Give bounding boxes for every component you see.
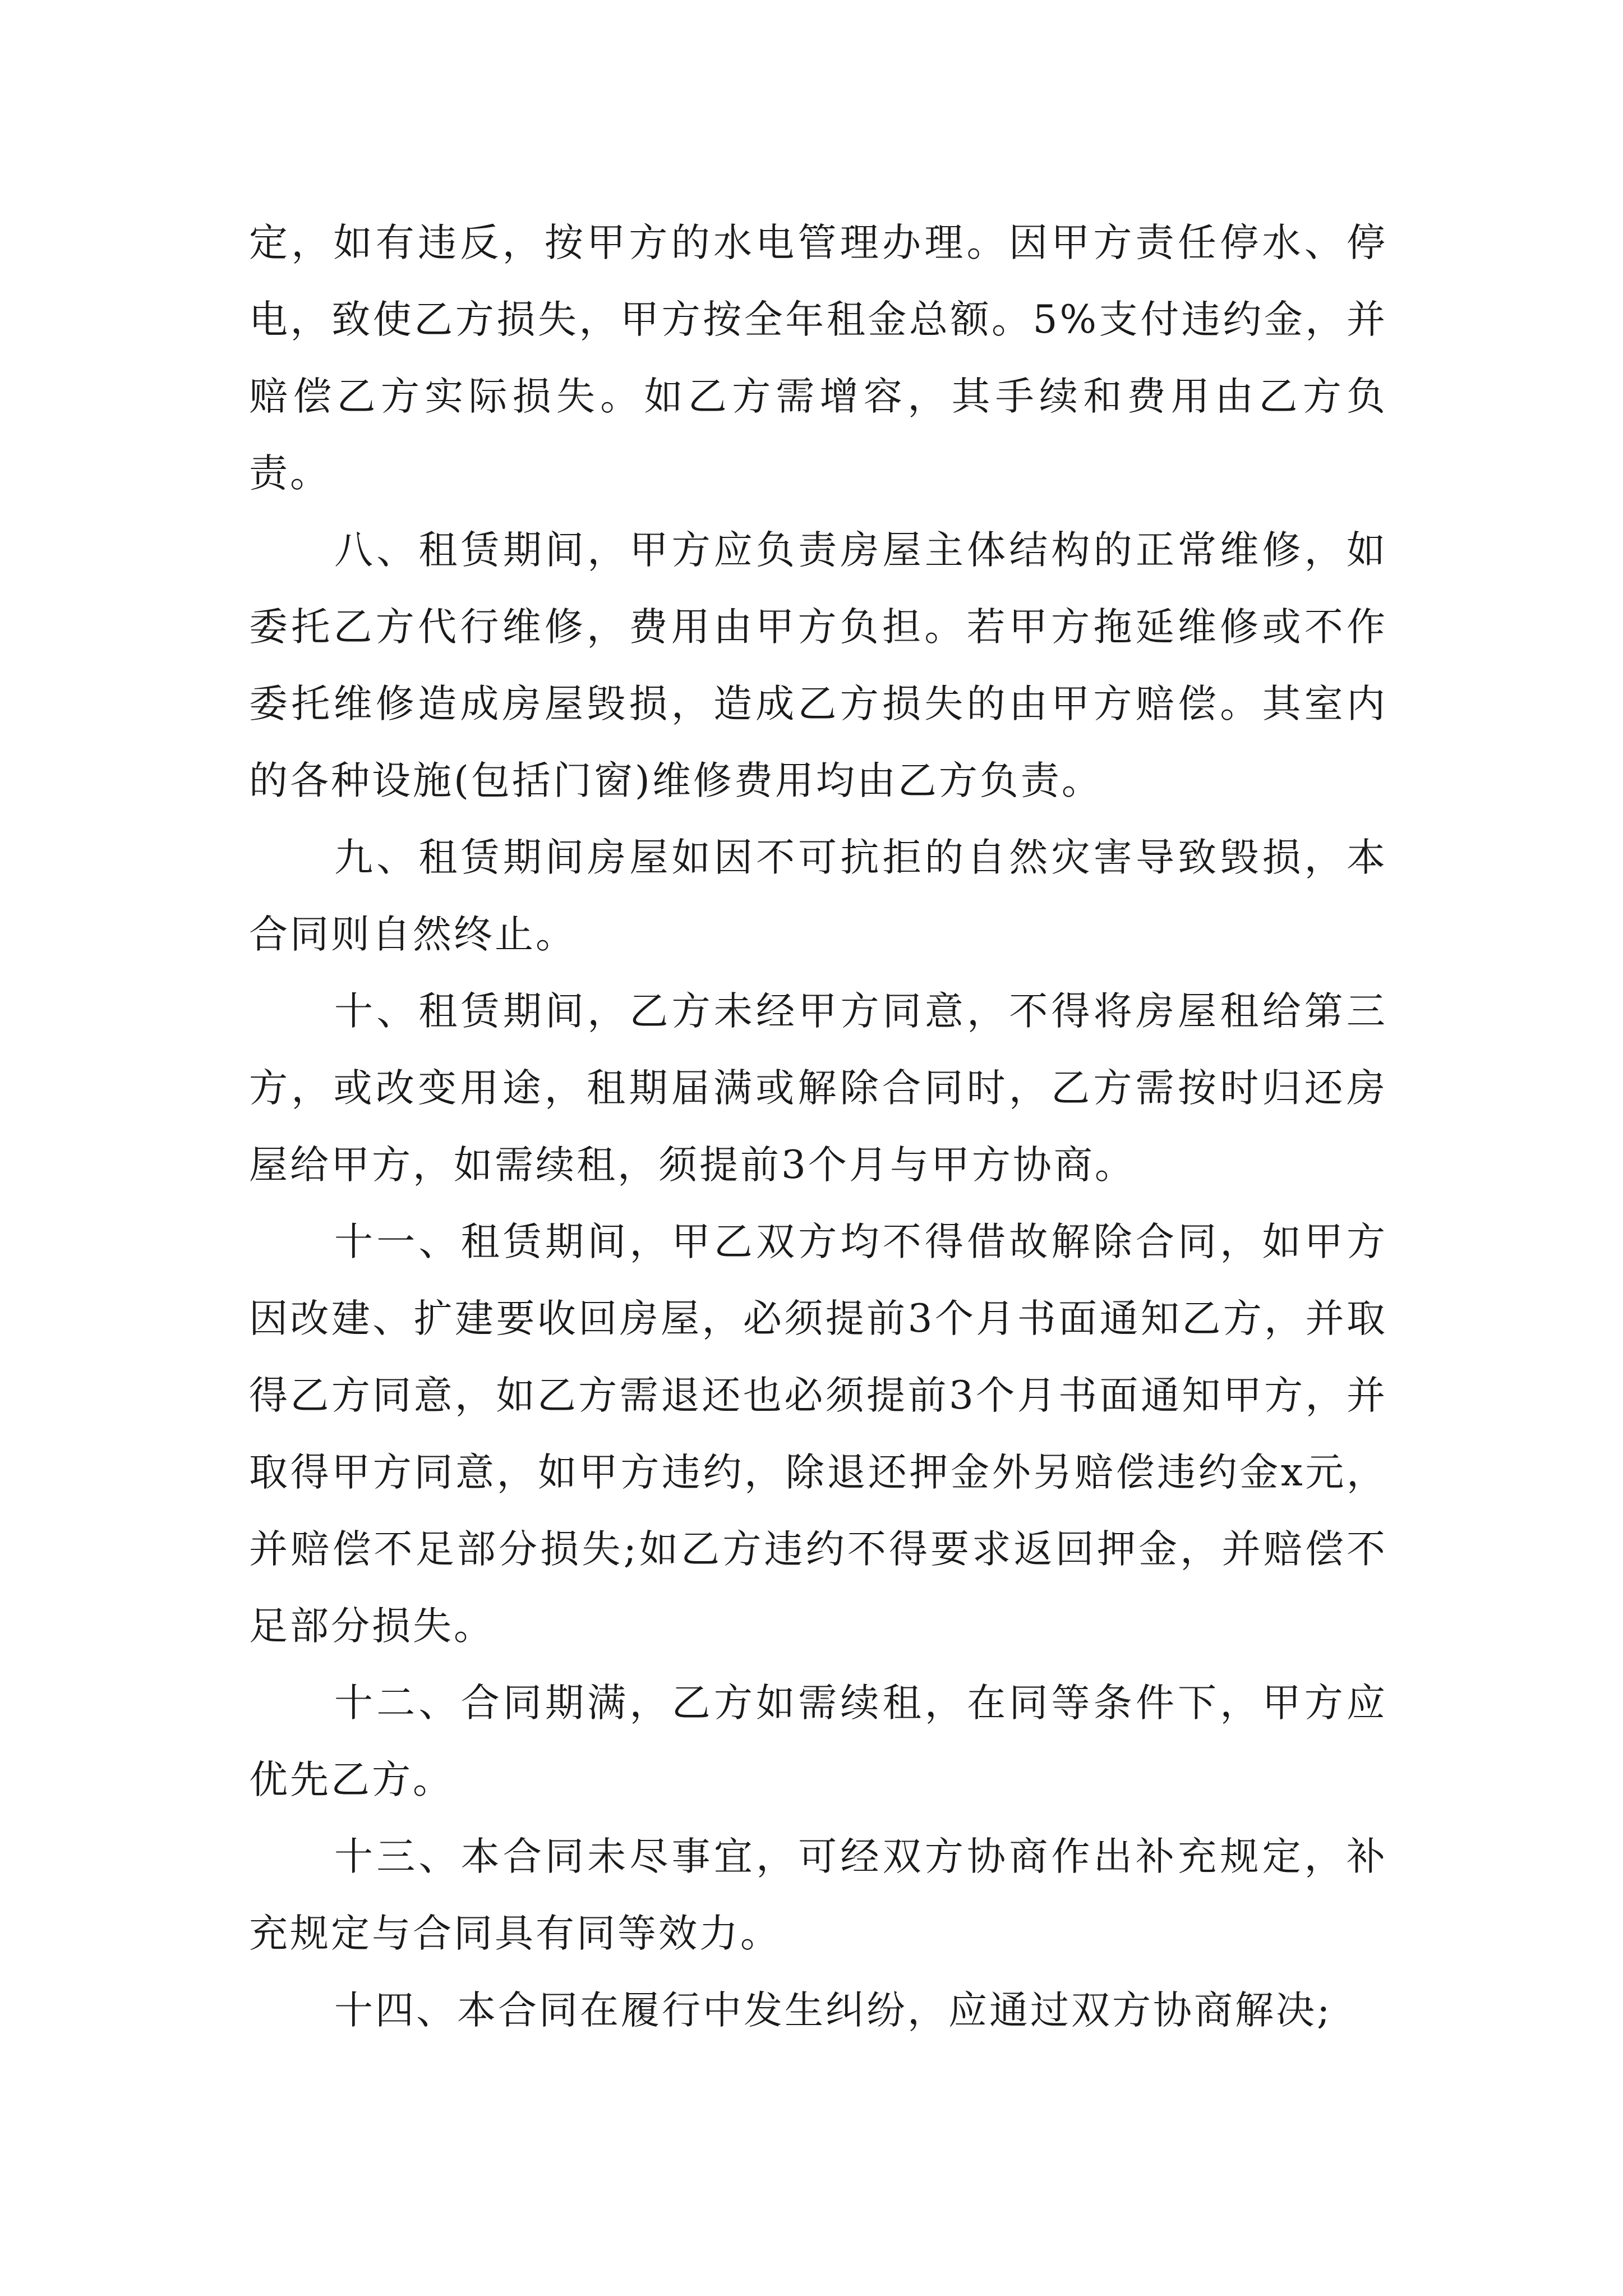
contract-text — [249, 205, 1387, 2049]
paragraph-clause-12: 十二、合同期满，乙方如需续租，在同等条件下，甲方应优先乙方。 — [249, 1681, 1387, 1802]
paragraph-clause-13: 十三、本合同未尽事宜，可经双方协商作出补充规定，补充规定与合同具有同等效力。 — [249, 1834, 1387, 1956]
paragraph-continuation: 定，如有违反，按甲方的水电管理办理。因甲方责任停水、停电，致使乙方损失，甲方按全年租金总额。5%支付违约金，并赔偿乙方实际损失。如乙方需增容，其手续和费用由乙方负责。 — [249, 220, 1387, 496]
paragraph-clause-14: 十四、本合同在履行中发生纠纷，应通过双方协商解决; — [334, 1988, 1332, 2033]
paragraph-clause-11: 十一、租赁期间，甲乙双方均不得借故解除合同，如甲方因改建、扩建要收回房屋，必须提前3个月书面通知乙方，并取得乙方同意，如乙方需退还也必须提前3个月书面通知甲方，并取得甲方同意，如甲方违约，除退还押金外另赔偿违约金x元，并赔偿不足部分损失;如乙方违约不得要求返回押金，并赔偿不足部分损失。 — [249, 1220, 1387, 1649]
paragraph-clause-9: 九、租赁期间房屋如因不可抗拒的自然灾害导致毁损，本合同则自然终止。 — [249, 835, 1387, 957]
paragraph-clause-8: 八、租赁期间，甲方应负责房屋主体结构的正常维修，如委托乙方代行维修，费用由甲方负担。若甲方拖延维修或不作委托维修造成房屋毁损，造成乙方损失的由甲方赔偿。其室内的各种设施(包括门窗)维修费用均由乙方负责。 — [249, 528, 1387, 803]
paragraph-clause-10: 十、租赁期间，乙方未经甲方同意，不得将房屋租给第三方，或改变用途，租期届满或解除合同时，乙方需按时归还房屋给甲方，如需续租，须提前3个月与甲方协商。 — [249, 989, 1387, 1188]
